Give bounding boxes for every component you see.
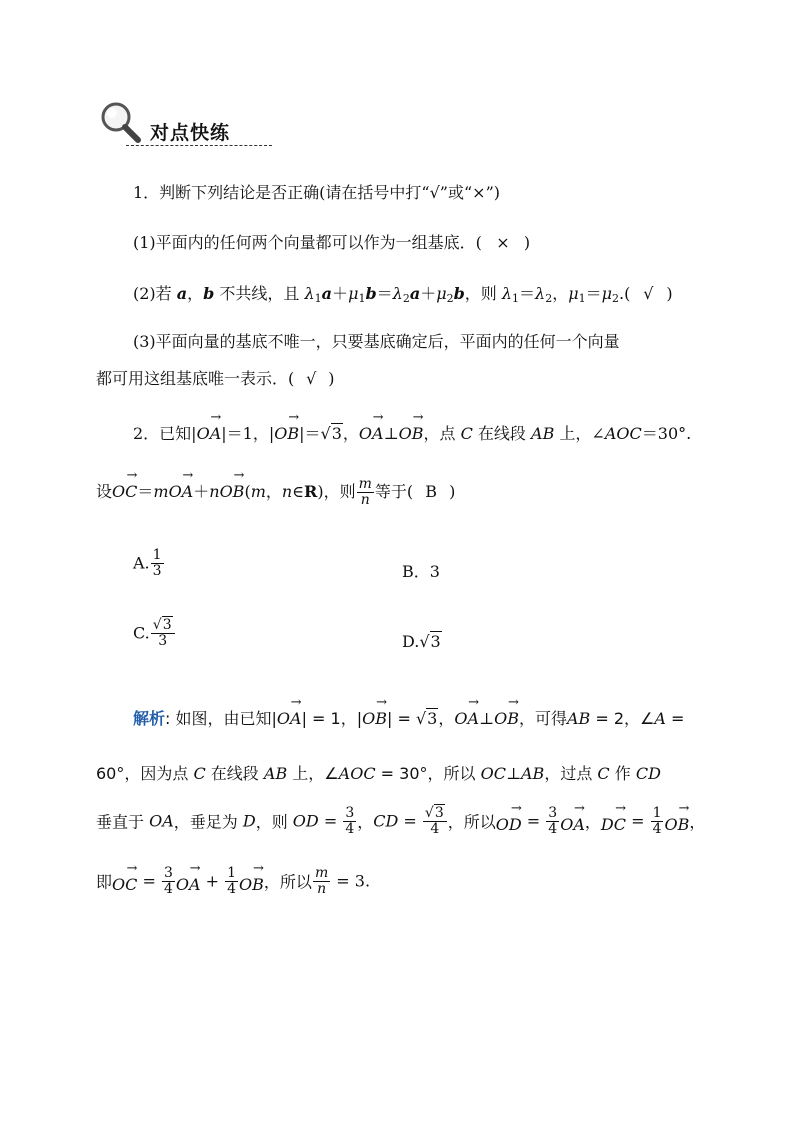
q1-item1-answer: × [496,233,510,252]
solution-line3: 垂直于 OA，垂足为 D，则 OD = $\frac{3}{4}$ ，CD = $\frac{√3}{4}$ ，所以→ OD = $\frac{3}{4}$ → OA，→ DC = $\frac{1}{4}$ → OB， [96,806,705,836]
q1-item3-answer: √ [306,369,317,388]
q1-stem: 1．判断下列结论是否正确(请在括号中打“√”或“×”) [133,183,500,202]
solution-line2: 60°，因为点 C 在线段 AB 上，∠AOC = 30°，所以 OC⊥AB，过点 C 作 CD [96,764,661,783]
solution-line1: 解析: 如图，由已知|→ OA| = 1，|→ OB| = √3，→ OA⊥→ OB，可得AB = 2，∠A = [133,703,684,729]
option-c: C. $\frac{√3}{3}$ [133,618,176,648]
option-a: A. $\frac{1}{3}$ [133,547,162,579]
q2-answer: B [425,482,437,501]
q1-item3-line2: 都可用这组基底唯一表示．( √ ) [96,369,335,388]
option-d: D.√3 [402,632,441,651]
q1-item3-line1: (3)平面向量的基底不唯一，只要基底确定后，平面内的任何一个向量 [133,332,620,351]
q1-item1: (1)平面内的任何两个向量都可以作为一组基底．( × ) [133,233,531,252]
header-underline [126,145,272,146]
solution-label: 解析 [133,709,166,728]
q2-line1: 2．已知|→ OA|＝1，|→ OB|＝√3，→ OA⊥→ OB，点 C 在线段 AB 上，∠AOC＝30°. [133,418,691,444]
q1-item2: (2)若 a，b 不共线，且 $\lambda_1a+\mu_1b=\lambda_2a+\mu_2b$，则 $\lambda_1=\lambda_2$，$\mu_1=\mu_2$.( √ ) [133,284,673,305]
option-b: B．3 [402,562,440,581]
magnifier-icon [96,98,144,146]
q2-line2: 设→ OC＝m→ OA＋n→ OB(m，n∈R)，则 $\frac{m}{n}$ 等于( B ) [96,476,455,508]
section-title: 对点快练 [150,122,231,144]
solution-line4: 即→ OC = $\frac{3}{4}$ → OA + $\frac{1}{4}$ → OB，所以 $\frac{m}{n}$ = 3. [96,866,370,896]
q1-item2-answer: √ [643,284,654,303]
